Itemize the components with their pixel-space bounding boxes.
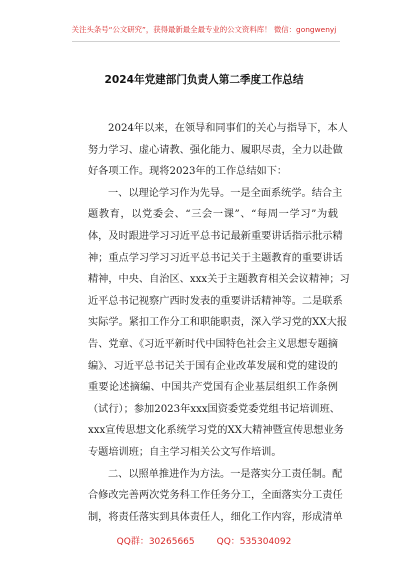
body-line: 二、以照单推进作为方法。一是落实分工责任制。配 — [108, 468, 343, 480]
body-line: 神；重点学习学习习近平总书记关于主题教育的重要讲话 — [88, 252, 343, 264]
body-line: （试行）；参加2023年xxx国资委党委党组书记培训班、 — [88, 403, 340, 415]
header-divider — [72, 41, 340, 42]
body-line: 近平总书记视察广西时发表的重要讲话精神等。二是联系 — [88, 295, 343, 307]
body-line: 专题培训班；自主学习相关公文写作培训。 — [88, 446, 282, 458]
body-line: 精神，中央、自治区、xxx关于主题教育相关会议精神；习 — [88, 274, 350, 286]
footer-contact — [0, 534, 408, 547]
document-body — [88, 118, 350, 528]
body-line: 2024年以来，在领导和同事们的关心与指导下，本人 — [108, 123, 348, 134]
document-title: 2024年党建部门负责人第二季度工作总结 — [104, 74, 304, 86]
footer-qq-group: QQ群：30265665 — [116, 537, 195, 547]
footer-qq: QQ：535304092 — [216, 537, 292, 547]
body-line: 重要论述摘编、中国共产党国有企业基层组织工作条例 — [88, 382, 338, 394]
body-line: 编》、习近平总书记关于国有企业改革发展和党的建设的 — [88, 360, 338, 372]
body-line: 制，将责任落实到具体责任人，细化工作内容，形成清单 — [88, 511, 343, 523]
header-promo-note: 关注头条号“公文研究”，获得最新最全最专业的公文资料库！ 微信：gongwenyj — [71, 25, 337, 34]
body-line: xxx宣传思想文化系统学习党的XX大精神暨宣传思想业务 — [88, 425, 344, 437]
body-line: 实际学。紧扣工作分工和职能职责，深入学习党的XX大报 — [88, 317, 348, 329]
body-line: 告、党章、《习近平新时代中国特色社会主义思想专题摘 — [88, 338, 338, 350]
body-line: 一、以理论学习作为先导。一是全面系统学。结合主 — [108, 187, 343, 199]
body-line: 努力学习、虚心请教、强化能力、履职尽责，全力以赴做 — [88, 144, 343, 156]
body-line: 合修改完善两次党务科工作任务分工，全面落实分工责任 — [88, 490, 343, 502]
body-line: 体，及时跟进学习习近平总书记最新重要讲话指示批示精 — [88, 230, 343, 242]
body-line: 题教育，以党委会、“三会一课”、“每周一学习”为载 — [88, 209, 338, 221]
body-line: 好各项工作。现将2023年的工作总结如下： — [88, 166, 288, 178]
